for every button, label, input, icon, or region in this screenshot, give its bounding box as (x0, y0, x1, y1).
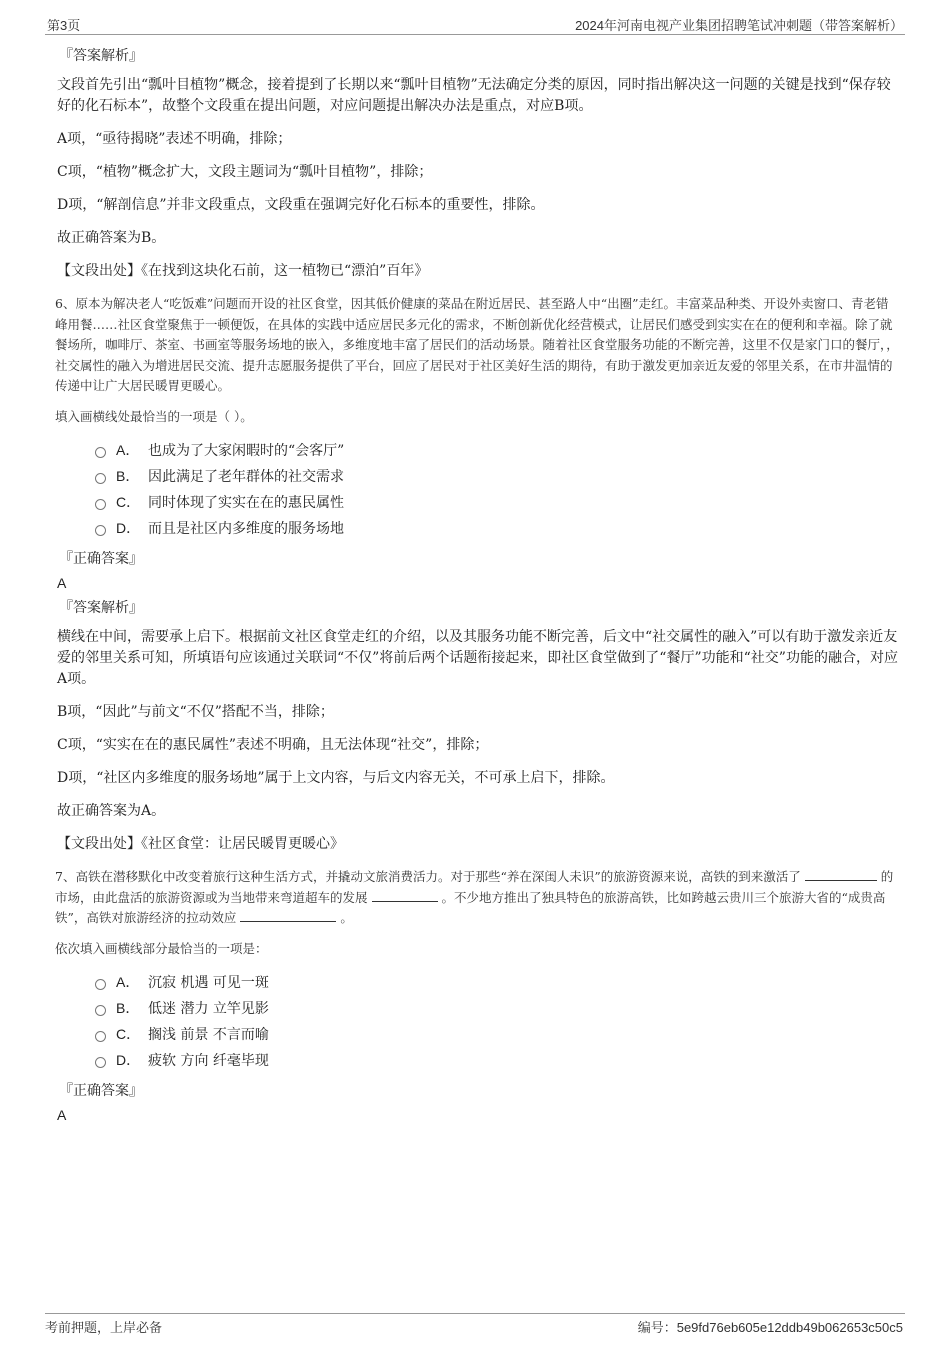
analysis-text: 横线在中间，需要承上启下。根据前文社区食堂走红的介绍，以及其服务功能不断完善，后文中“社交属性的融入”可以有助于激发亲近友爱的邻里关系可知，所填语句应该通过关联词“不仅”将前后两个话题衔接起来，即社区食堂做到了“餐厅”功能和“社交”功能的融合，对应A项。 (57, 629, 898, 687)
analysis-label: 『答案解析』 (59, 48, 143, 64)
stem-part: 。 (340, 910, 353, 925)
option-text: 因此满足了老年群体的社交需求 (148, 469, 344, 485)
option-c[interactable] (95, 489, 900, 515)
question-7-prompt: 依次填入画横线部分最恰当的一项是： (55, 940, 268, 956)
passage-source: 【文段出处】《在找到这块化石前，这一植物已“漂泊”百年》 (57, 263, 429, 279)
option-text: 同时体现了实实在在的惠民属性 (148, 495, 344, 511)
option-letter: C． (116, 494, 141, 510)
fill-blank (372, 889, 438, 902)
stem-part: 7、高铁在潜移默化中改变着旅行这种生活方式，并撬动文旅消费活力。对于那些“养在深闺人未识”的旅游资源来说，高铁的到来激活了 (55, 869, 801, 884)
radio-button[interactable] (95, 473, 106, 484)
radio-button[interactable] (95, 1031, 106, 1042)
option-text: 而且是社区内多维度的服务场地 (148, 521, 344, 537)
footer-slogan: 考前押题，上岸必备 (45, 1321, 163, 1336)
option-letter: B． (116, 1000, 140, 1016)
radio-button[interactable] (95, 1005, 106, 1016)
analysis-option-c: C项，“实实在在的惠民属性”表述不明确，且无法体现“社交”，排除； (57, 737, 489, 753)
option-letter: C． (116, 1026, 141, 1042)
stem-part: 。不少地方推出了独具特色的旅游高铁，比如跨越云贵川三个旅游大省的“成贵高铁”，高铁对旅游经济的拉动效应 (55, 889, 886, 925)
option-letter: A． (116, 442, 140, 458)
option-c[interactable] (95, 1021, 900, 1047)
radio-button[interactable] (95, 499, 106, 510)
option-a[interactable] (95, 437, 900, 463)
option-letter: A． (116, 974, 140, 990)
option-letter: D． (116, 520, 141, 536)
page-content (55, 46, 900, 1130)
correct-answer-label: 『正确答案』 (59, 551, 143, 567)
correct-answer: A (57, 1107, 67, 1123)
document-title: 2024年河南电视产业集团招聘笔试冲刺题（带答案解析） (575, 18, 903, 33)
correct-answer: A (57, 575, 67, 591)
fill-blank (240, 909, 336, 922)
stem-part: 的市场，由此盘活的旅游资源或为当地带来弯道超车的发展 (55, 869, 894, 905)
question-6-stem: 6、原本为解决老人“吃饭难”问题而开设的社区食堂，因其低价健康的菜品在附近居民、甚至路人中“出圈”走红。丰富菜品种类、开设外卖窗口、青老错峰用餐……社区食堂聚焦于一顿便饭，在具体的实践中适应居民多元化的需求，不断创新优化经营模式，让居民们感受到实实在在的便利和幸福。除了就餐场所，咖啡厅、茶室、书画室等服务场地的嵌入，多维度地丰富了居民们的活动场景。随着社区食堂服务功能的不断完善，这里不仅是家门口的餐厅，，社交属性的融入为增进居民交流、提升志愿服务提供了平台，回应了居民对于社区美好生活的期待，有助于激发更加亲近友爱的邻里关系，在市井温情的传递中让广大居民暖胃更暖心。 (55, 296, 899, 393)
option-letter: D． (116, 1052, 141, 1068)
analysis-text: 文段首先引出“瓢叶目植物”概念，接着提到了长期以来“瓢叶目植物”无法确定分类的原因，同时指出解决这一问题的关键是找到“保存较好的化石标本”，故整个文段重在提出问题，对应问题提出解决办法是重点，对应B项。 (57, 77, 891, 114)
passage-source: 【文段出处】《社区食堂：让居民暖胃更暖心》 (57, 836, 344, 852)
option-d[interactable] (95, 1047, 900, 1073)
question-6-prompt: 填入画横线处最恰当的一项是（ ）。 (55, 408, 253, 424)
option-b[interactable] (95, 995, 900, 1021)
analysis-option-c: C项，“植物”概念扩大，文段主题词为“瓢叶目植物”，排除； (57, 164, 433, 180)
fill-blank (805, 868, 877, 881)
option-d[interactable] (95, 515, 900, 541)
analysis-option-a: A项，“亟待揭晓”表述不明确，排除； (57, 131, 292, 147)
question-7-stem (55, 867, 900, 929)
radio-button[interactable] (95, 979, 106, 990)
page-number: 第3页 (47, 18, 81, 33)
page-header (45, 14, 905, 35)
analysis-option-b: B项，“因此”与前文“不仅”搭配不当，排除； (57, 704, 334, 720)
option-a[interactable] (95, 969, 900, 995)
analysis-conclusion: 故正确答案为A。 (57, 803, 166, 819)
correct-answer-label: 『正确答案』 (59, 1083, 143, 1099)
analysis-option-d: D项，“社区内多维度的服务场地”属于上文内容，与后文内容无关，不可承上启下，排除。 (57, 770, 615, 786)
option-text: 疲软 方向 纤毫毕现 (148, 1053, 269, 1069)
radio-button[interactable] (95, 447, 106, 458)
question-7-options (95, 969, 900, 1073)
analysis-conclusion: 故正确答案为B。 (57, 230, 166, 246)
option-b[interactable] (95, 463, 900, 489)
page-footer (45, 1313, 905, 1338)
option-text: 也成为了大家闲暇时的“会客厅” (148, 443, 345, 459)
option-text: 低迷 潜力 立竿见影 (148, 1001, 269, 1017)
radio-button[interactable] (95, 525, 106, 536)
radio-button[interactable] (95, 1057, 106, 1068)
document-code (638, 1317, 903, 1336)
code-value: 5e9fd76eb605e12ddb49b062653c50c5 (676, 1320, 903, 1335)
option-letter: B． (116, 468, 140, 484)
analysis-label: 『答案解析』 (59, 600, 143, 616)
option-text: 搁浅 前景 不言而喻 (148, 1027, 269, 1043)
code-label: 编号： (637, 1321, 677, 1336)
option-text: 沉寂 机遇 可见一斑 (148, 975, 269, 991)
analysis-option-d: D项，“解剖信息”并非文段重点，文段重在强调完好化石标本的重要性，排除。 (57, 197, 545, 213)
question-6-options (95, 437, 900, 541)
